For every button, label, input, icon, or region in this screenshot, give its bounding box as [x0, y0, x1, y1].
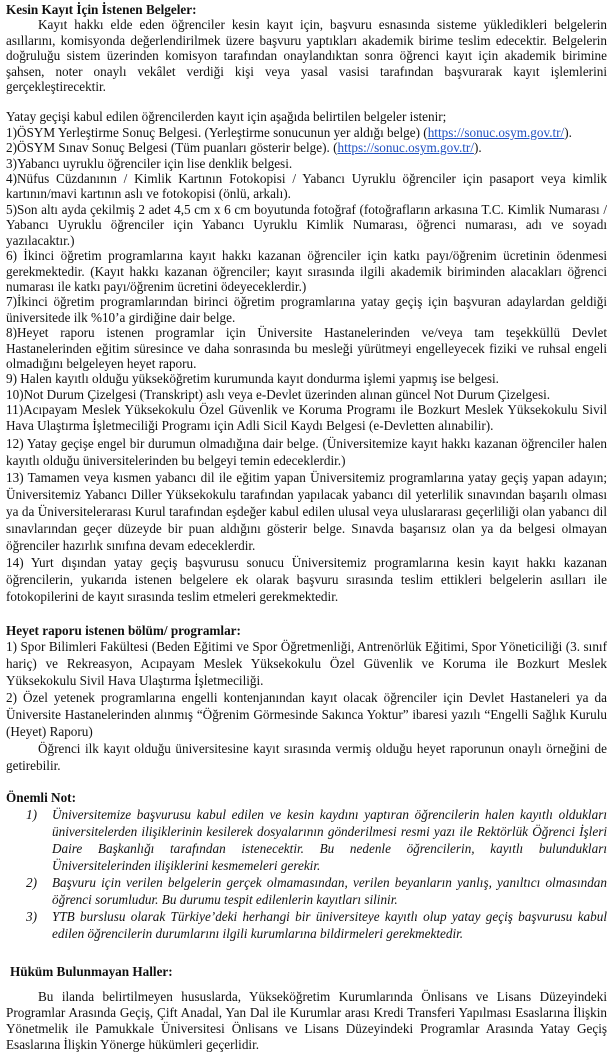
section-heading-important-note: Önemli Not: — [6, 790, 76, 806]
document-item-2-text: 2)ÖSYM Sınav Sonuç Belgesi (Tüm puanları gösterir belge). ( — [6, 140, 338, 156]
spacer — [6, 942, 607, 964]
document-item-10: 10)Not Durum Çizelgesi (Transkript) aslı veya e-Devlet üzerinden alınan güncel Not Durum Çizelgesi. — [6, 386, 551, 402]
document-item-11: 11)Acıpayam Meslek Yüksekokulu Özel Güvenlik ve Koruma Programı ile Bozkurt Meslek Yüksekokulu Sivil Hava Ulaştırma İşletmeciliği Programı için Adli Sicil Kaydı Belgesi (e-Devletten alınabilir). — [6, 402, 607, 433]
health-report-item-2: 2) Özel yetenek programlarına engelli kontenjanından kayıt olacak öğrenciler için Devlet Hastaneleri ya da Üniversite Hastanelerinden alınmış “Öğrenim Görmesinde Sakınca Yoktur” ibaresi yazılı “Engelli Sağlık Kurulu (Heyet) Raporu) — [6, 690, 607, 740]
document-item-12: 12) Yatay geçişe engel bir durumun olmadığına dair belge. (Üniversitemize kayıt hakkı kazanan öğrenciler halen kayıtlı olduğu üniversitelerinden bu belgeyi temin edeceklerdir.) — [6, 435, 607, 468]
document-item-4: 4)Nüfus Cüzdanının / Kimlik Kartının Fotokopisi / Yabancı Uyruklu öğrenciler için pasaport veya kimlik kartının/mavi kartının aslı ve fotokopisi (önlü, arkalı). — [6, 171, 607, 202]
document-item-1-text: 1)ÖSYM Yerleştirme Sonuç Belgesi. (Yerleştirme sonucunun yer aldığı belge) ( — [6, 124, 428, 140]
health-report-item-1: 1) Spor Bilimleri Fakültesi (Beden Eğitimi ve Spor Öğretmenliği, Antrenörlük Eğitimi, Spor Yöneticiliği (3. sınıf hariç) ve Rekreasyon, Acıpayam Meslek Yüksekokulu Özel Güvenlik ve Koruma ile Bozkurt Meslek Yüksekokulu Sivil Hava Ulaştırma İşletmeciliği. — [6, 639, 607, 689]
document-item-3: 3)Yabancı uyruklu öğrenciler için lise denklik belgesi. — [6, 155, 293, 171]
note-number: 3) — [26, 908, 37, 924]
document-item-2-tail: ). — [474, 140, 482, 156]
documents-lead: Yatay geçişi kabul edilen öğrencilerden kayıt için aşağıda belirtilen belgeler istenir; — [6, 109, 447, 125]
important-note-list — [6, 806, 607, 942]
important-note-item — [26, 874, 607, 908]
document-item-1-tail: ). — [564, 124, 572, 140]
section-heading-health-report: Heyet raporu istenen bölüm/ programlar: — [6, 622, 241, 638]
document-item-8: 8)Heyet raporu istenen programlar için Üniversite Hastanelerinden ve/veya tam teşekküllü Devlet Hastanelerinden eğitim süresince ve daha sonrasında bu mesleği yürütmeyi engelleyecek fiziki ve ruhsal engeli olmadığını belgeleyen heyet raporu. — [6, 325, 607, 371]
document-item-7: 7)İkinci öğretim programlarından birinci öğretim programlarına yatay geçiş için başvuran adaylardan geldiği üniversitede ilk %10’a girdiğine dair belge. — [6, 294, 607, 325]
spacer — [6, 774, 607, 790]
document-item-13: 13) Tamamen veya kısmen yabancı dil ile eğitim yapan Üniversitemiz programlarına yatay geçiş yapan adayın; Üniversitemiz Yabancı Diller Yüksekokulu tarafından yapılacak yabancı dil yeterlilik sınavından başarılı olması ya da Üniversitelerarası Kurul tarafından eşdeğer kabul edilen ulusal veya uluslararası geçerliliği olan yabancı dil sınavlarından geçer düzeyde bir puan aldığını gösterir belge. Sınavda başarısız olan ya da belgesi olmayan öğrenciler hazırlık sınıfına devam edeceklerdir. — [6, 469, 607, 553]
document-item-14: 14) Yurt dışından yatay geçiş başvurusu sonucu Üniversitemiz programlarına kesin kayıt hakkı kazanan öğrencilerin, yukarıda istenen belgelere ek olarak başvuru sırasında teslim ettikleri belgelerin asılları ile fotokopilerini de kayıt sırasında teslim etmeleri gerekmektedir. — [6, 554, 607, 604]
important-note-item — [26, 806, 607, 874]
spacer — [6, 605, 607, 623]
document-item-1 — [6, 125, 607, 140]
important-note-item — [26, 908, 607, 942]
note-text: Üniversitemize başvurusu kabul edilen ve kesin kaydını yaptıran öğrencilerin halen kayıtlı oldukları üniversitelerden ilişiklerinin kesilerek dosyalarının gönderilmesi resmi yazı ile Rektörlük Öğrenci İşleri Daire Başkanlığı tarafından istenecektir. Bu nedenle öğrencilerin, kayıtlı bulundukları Üniversitelerinden ilişiklerini kesmemeleri gerekir. — [52, 806, 607, 873]
note-text: YTB burslusu olarak Türkiye’deki herhangi bir üniversiteye kayıtlı olup yatay geçiş başvurusu kabul edilen öğrencilerin durumlarını ilgili kurumlarına bildirmeleri gerekmektedir. — [52, 908, 607, 941]
document-item-9: 9) Halen kayıtlı olduğu yükseköğretim kurumunda kayıt dondurma işlemi yapmış ise belgesi. — [6, 371, 499, 387]
spacer — [6, 979, 607, 989]
document-item-2 — [6, 140, 607, 155]
document-item-6: 6) İkinci öğretim programlarına kayıt hakkı kazanan öğrenciler için katkı payı/öğrenim ücretinin ödenmesi gerekmektedir. (Kayıt hakkı kazanan öğrenciler; kayıt sırasında ilgili akademik biriminden alacakları öğrenci numarası ile katkı payı/öğrenim ücretini ödeyeceklerdir.) — [6, 248, 607, 294]
document-item-5: 5)Son altı ayda çekilmiş 2 adet 4,5 cm x 6 cm boyutunda fotoğraf (fotoğrafların arkasına T.C. Kimlik Numarası / Yabancı Uyruklu öğrenciler için Yabancı Uyruklu Kimlik Numarası, öğrenci numarası, adı ve soyadı yazılacaktır.) — [6, 201, 607, 248]
intro-paragraph: Kayıt hakkı elde eden öğrenciler kesin kayıt için, başvuru esnasında sisteme yükledikleri belgelerin asıllarını, komisyonda değerlendirilmek üzere başvuru yaptıkları akademik birime teslim edecektir. Belgelerin doğruluğu sistem üzerinden komisyon tarafından onaylandıktan sonra öğrenci kayıt için akademik birimine şahsen, noter onaylı vekâlet verdiği kişi veya yasal vasisi tarafından başvurarak kayıt işlemlerini gerçekleştirecektir. — [6, 17, 607, 95]
osym-result-link-1[interactable]: https://sonuc.osym.gov.tr/ — [427, 124, 565, 140]
osym-result-link-2[interactable]: https://sonuc.osym.gov.tr/ — [337, 140, 474, 156]
note-text: Başvuru için verilen belgelerin gerçek olmamasından, verilen beyanların yanlış, yanıltıcı olmasından öğrenci sorumludur. Bu durumu tespit edilenlerin kayıtları silinir. — [52, 874, 607, 907]
note-number: 1) — [26, 806, 37, 822]
spacer — [6, 94, 607, 109]
note-number: 2) — [26, 874, 37, 890]
health-report-note: Öğrenci ilk kayıt olduğu üniversitesine kayıt sırasında vermiş olduğu heyet raporunun onaylı örneğini de getirebilir. — [6, 741, 607, 774]
section-heading-unregulated-cases: Hüküm Bulunmayan Haller: — [10, 963, 173, 979]
section-heading-required-documents: Kesin Kayıt İçin İstenen Belgeler: — [6, 2, 197, 17]
unregulated-cases-paragraph: Bu ilanda belirtilmeyen hususlarda, Yükseköğretim Kurumlarında Önlisans ve Lisans Düzeyindeki Programlar Arasında Geçiş, Çift Anadal, Yan Dal ile Kurumlar arası Kredi Transferi Yapılması Esaslarına İlişkin Yönetmelik ile Pamukkale Üniversitesi Önlisans ve Lisans Düzeyindeki Programlar Arasında Yatay Geçiş Esaslarına İlişkin Yönerge hükümleri geçerlidir. — [6, 989, 607, 1053]
